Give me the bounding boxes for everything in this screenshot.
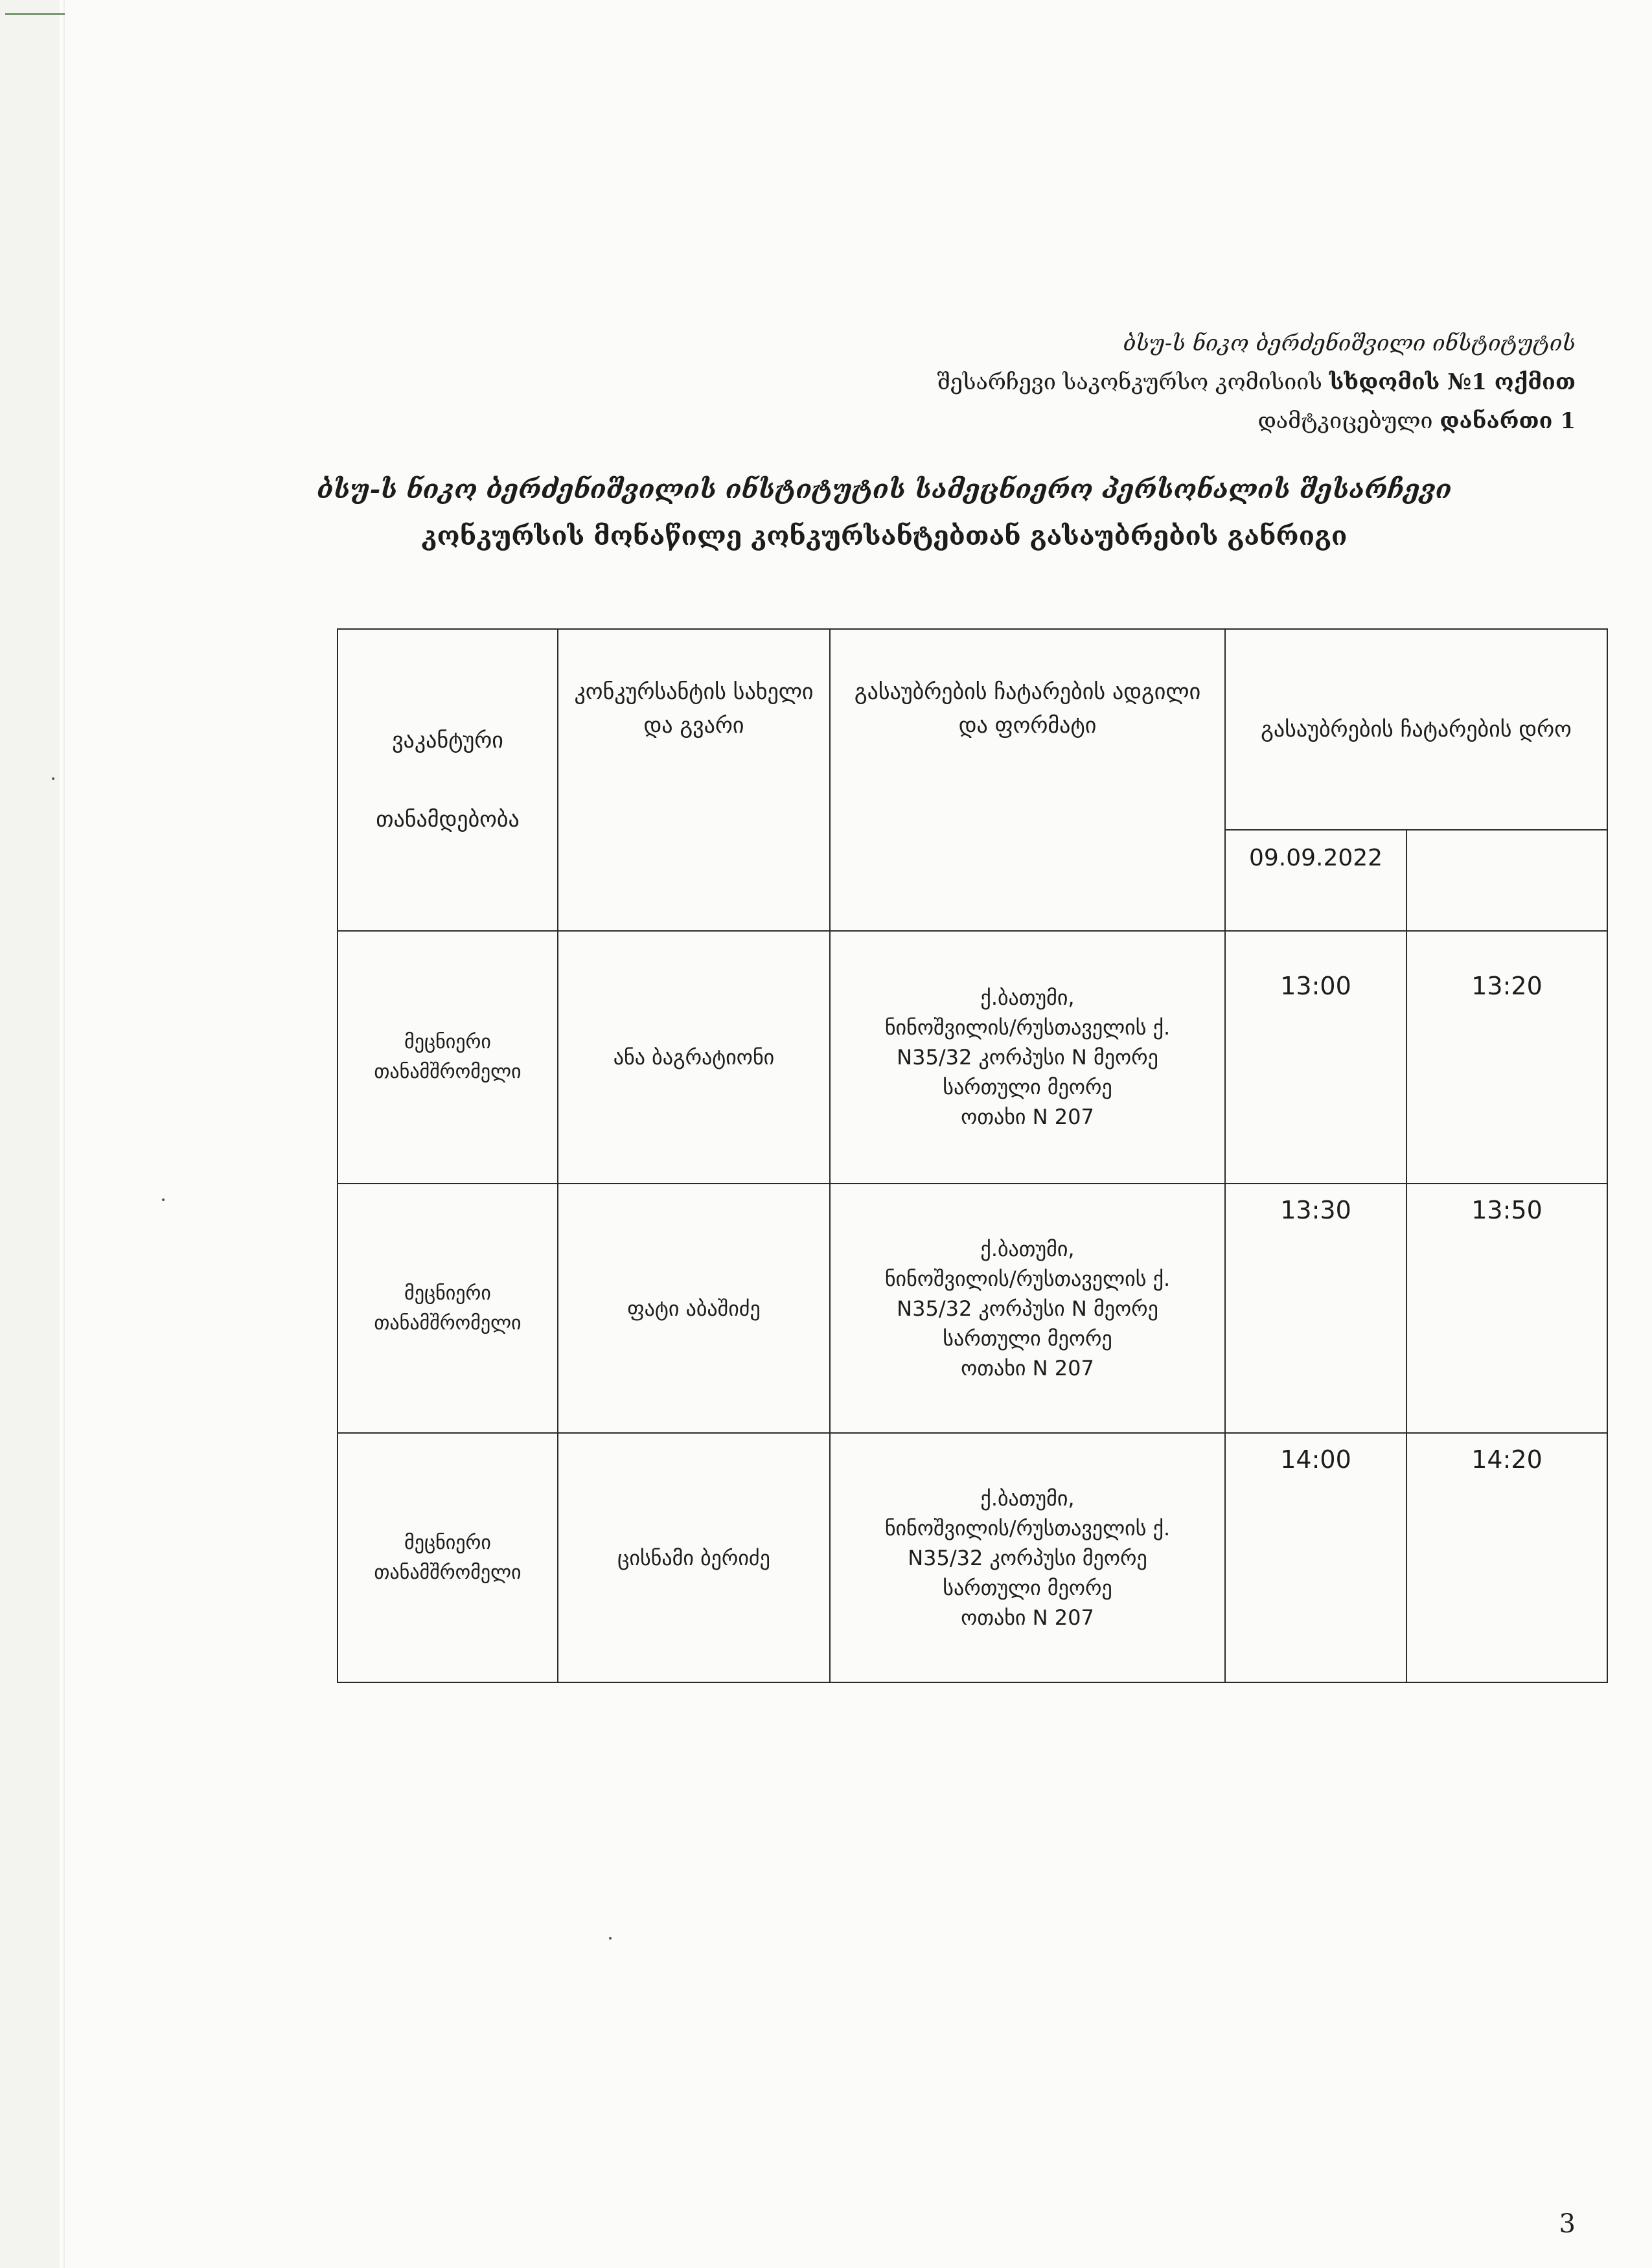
row-candidate-name: ფატი აბაშიძე: [558, 1184, 830, 1433]
venue-line: ქ.ბათუმი,: [980, 1485, 1075, 1511]
scan-speck: [609, 1937, 612, 1940]
row-candidate-name: ცისნამი ბერიძე: [558, 1433, 830, 1682]
scan-margin: [0, 0, 60, 2268]
row-start-time: 13:00: [1225, 931, 1406, 1184]
approval-line-3: [539, 402, 1576, 441]
venue-line: სართული მეორე: [943, 1325, 1112, 1351]
scan-speck: [52, 777, 54, 780]
venue-line: N35/32 კორპუსი მეორე: [908, 1545, 1147, 1570]
approval-line-2-b: სხდომის №1 ოქმით: [1329, 369, 1576, 395]
header-position: [338, 629, 558, 931]
scan-edge-line: [63, 0, 65, 2268]
row-venue: [830, 1184, 1225, 1433]
scan-edge-mark: [5, 13, 65, 15]
approval-line-1: ბსუ-ს ნიკო ბერძენიშვილი ინსტიტუტის: [1123, 330, 1576, 356]
header-row: [338, 629, 1607, 830]
header-date-right: [1406, 830, 1607, 931]
title-line-1: [194, 466, 1574, 513]
venue-line: ნინოშვილის/რუსთაველის ქ.: [884, 1015, 1171, 1040]
row-end-time: 13:20: [1406, 931, 1607, 1184]
approval-line-2: [539, 363, 1576, 402]
title-line-1-a: ბსუ-ს ნიკო ბერძენიშვილის ინსტიტუტის სამეცნიერო: [317, 474, 1102, 505]
schedule-table: [337, 628, 1608, 1683]
row-position: მეცნიერი თანამშრომელი: [338, 1433, 558, 1682]
row-position: მეცნიერი თანამშრომელი: [338, 931, 558, 1184]
venue-line: N35/32 კორპუსი N მეორე: [897, 1045, 1158, 1070]
header-position-a: ვაკანტური: [392, 727, 503, 753]
venue-line: ქ.ბათუმი,: [980, 985, 1075, 1010]
row-position: მეცნიერი თანამშრომელი: [338, 1184, 558, 1433]
scan-speck: [162, 1198, 165, 1201]
row-venue: [830, 1433, 1225, 1682]
header-date: 09.09.2022: [1225, 830, 1406, 931]
row-end-time: 14:20: [1406, 1433, 1607, 1682]
venue-line: ოთახი N 207: [961, 1355, 1094, 1380]
row-end-time: 13:50: [1406, 1184, 1607, 1433]
row-venue: [830, 931, 1225, 1184]
venue-line: სართული მეორე: [943, 1575, 1112, 1600]
title-line-1-b: პერსონალის შესარჩევი: [1101, 474, 1452, 505]
venue-line: ოთახი N 207: [961, 1105, 1094, 1129]
row-candidate-name: ანა ბაგრატიონი: [558, 931, 830, 1184]
venue-line: სართული მეორე: [943, 1075, 1112, 1099]
venue-line: ქ.ბათუმი,: [980, 1236, 1075, 1261]
approval-line-2-a: შესარჩევი საკონკურსო კომისიის: [937, 369, 1329, 395]
venue-line: N35/32 კორპუსი N მეორე: [897, 1296, 1158, 1321]
venue-line: ნინოშვილის/რუსთაველის ქ.: [884, 1266, 1171, 1291]
approval-line-3-b: დანართი 1: [1440, 408, 1576, 434]
page-number: 3: [1559, 2209, 1576, 2239]
table-row: [338, 1184, 1607, 1433]
header-venue: გასაუბრების ჩატარების ადგილი და ფორმატი: [830, 629, 1225, 931]
header-candidate: კონკურსანტის სახელი და გვარი: [558, 629, 830, 931]
row-start-time: 13:30: [1225, 1184, 1406, 1433]
document-title: [194, 466, 1574, 560]
approval-note: [539, 324, 1576, 441]
table-row: [338, 1433, 1607, 1682]
header-position-b: თანამდებობა: [376, 807, 520, 832]
venue-line: ნინოშვილის/რუსთაველის ქ.: [884, 1515, 1171, 1541]
table-row: [338, 931, 1607, 1184]
venue-line: ოთახი N 207: [961, 1605, 1094, 1630]
title-line-2: კონკურსის მონაწილე კონკურსანტებთან გასაუბრების განრიგი: [421, 521, 1348, 551]
header-time: გასაუბრების ჩატარების დრო: [1225, 629, 1607, 830]
approval-line-3-a: დამტკიცებული: [1257, 408, 1440, 434]
row-start-time: 14:00: [1225, 1433, 1406, 1682]
